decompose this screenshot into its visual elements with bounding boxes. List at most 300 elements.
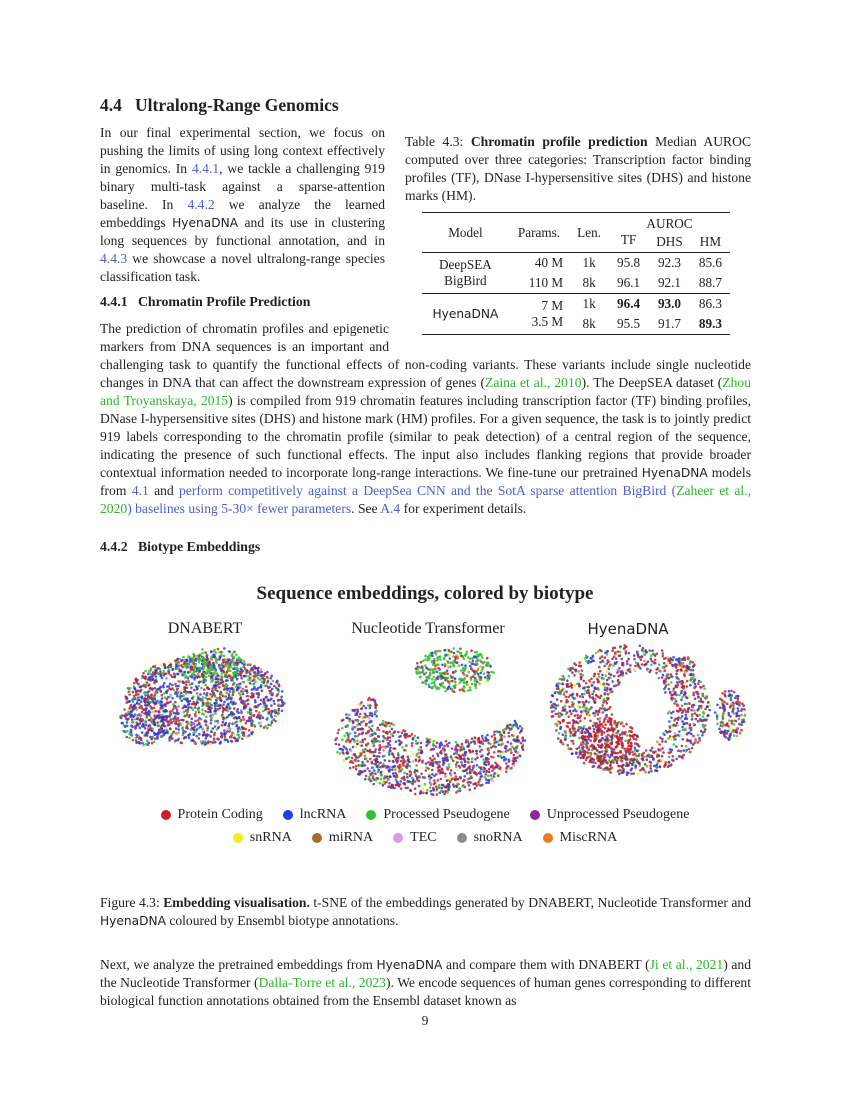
scatter-point: [210, 730, 213, 733]
scatter-point: [432, 669, 435, 672]
scatter-point: [231, 711, 234, 714]
scatter-point: [598, 720, 601, 723]
scatter-point: [582, 741, 585, 744]
scatter-point: [601, 737, 604, 740]
scatter-point: [192, 672, 195, 675]
citation-link[interactable]: Zhou and Troyanskaya, 2015: [100, 375, 751, 408]
scatter-point: [487, 679, 490, 682]
scatter-point: [229, 707, 232, 710]
scatter-point: [153, 702, 156, 705]
scatter-point: [180, 669, 183, 672]
scatter-point: [154, 665, 157, 668]
scatter-point: [205, 676, 208, 679]
scatter-point: [741, 719, 744, 722]
scatter-point: [471, 761, 474, 764]
citation-link[interactable]: Zaina et al., 2010: [485, 375, 582, 390]
scatter-point: [466, 681, 469, 684]
scatter-point: [171, 721, 174, 724]
scatter-point: [455, 763, 458, 766]
scatter-point: [697, 696, 700, 699]
legend-marker: [283, 810, 293, 820]
scatter-point: [233, 707, 236, 710]
scatter-point: [431, 686, 434, 689]
scatter-point: [472, 663, 475, 666]
scatter-point: [444, 679, 447, 682]
scatter-point: [346, 752, 349, 755]
scatter-point: [365, 707, 368, 710]
scatter-point: [476, 654, 479, 657]
legend-marker: [457, 833, 467, 843]
scatter-point: [371, 712, 374, 715]
scatter-point: [730, 702, 733, 705]
scatter-point: [187, 691, 190, 694]
scatter-point: [632, 772, 635, 775]
scatter-point: [177, 691, 180, 694]
highlight-link[interactable]: perform competitively against a DeepSea CNN and the SotA sparse attention BigBird (: [179, 483, 677, 498]
scatter-point: [124, 725, 127, 728]
scatter-point: [184, 686, 187, 689]
scatter-point: [684, 670, 687, 673]
scatter-point: [372, 775, 375, 778]
scatter-point: [558, 712, 561, 715]
scatter-point: [196, 688, 199, 691]
scatter-point: [273, 703, 276, 706]
scatter-point: [706, 705, 709, 708]
scatter-point: [136, 681, 139, 684]
scatter-point: [664, 761, 667, 764]
scatter-point: [192, 708, 195, 711]
scatter-point: [153, 723, 156, 726]
scatter-point: [184, 676, 187, 679]
scatter-point: [193, 669, 196, 672]
scatter-point: [457, 790, 460, 793]
scatter-point: [466, 772, 469, 775]
scatter-point: [586, 751, 589, 754]
scatter-point: [399, 743, 402, 746]
scatter-point: [572, 742, 575, 745]
scatter-point: [584, 707, 587, 710]
scatter-point: [349, 732, 352, 735]
scatter-point: [575, 752, 578, 755]
scatter-point: [376, 728, 379, 731]
scatter-point: [206, 655, 209, 658]
scatter-point: [415, 758, 418, 761]
scatter-point: [166, 698, 169, 701]
scatter-point: [605, 739, 608, 742]
scatter-point: [212, 713, 215, 716]
scatter-point: [253, 714, 256, 717]
scatter-point: [221, 672, 224, 675]
scatter-point: [571, 671, 574, 674]
scatter-point: [246, 735, 249, 738]
scatter-point: [402, 729, 405, 732]
scatter-point: [148, 670, 151, 673]
legend-label: Protein Coding: [177, 807, 263, 822]
scatter-point: [436, 677, 439, 680]
scatter-point: [587, 662, 590, 665]
scatter-point: [451, 676, 454, 679]
scatter-point: [157, 672, 160, 675]
scatter-point: [271, 722, 274, 725]
scatter-point: [140, 696, 143, 699]
scatter-point: [188, 737, 191, 740]
scatter-point: [235, 653, 238, 656]
scatter-point: [210, 722, 213, 725]
scatter-point: [170, 674, 173, 677]
scatter-point: [356, 708, 359, 711]
scatter-point: [462, 669, 465, 672]
scatter-point: [163, 692, 166, 695]
scatter-point: [239, 720, 242, 723]
scatter-point: [614, 651, 617, 654]
scatter-point: [441, 664, 444, 667]
scatter-point: [144, 694, 147, 697]
scatter-point: [475, 679, 478, 682]
scatter-point: [572, 724, 575, 727]
scatter-point: [223, 733, 226, 736]
scatter-point: [568, 675, 571, 678]
scatter-point: [721, 699, 724, 702]
scatter-point: [220, 654, 223, 657]
scatter-point: [672, 656, 675, 659]
scatter-point: [735, 701, 738, 704]
scatter-point: [624, 750, 627, 753]
scatter-point: [204, 719, 207, 722]
ref-link[interactable]: 4.4.1: [191, 161, 220, 176]
scatter-point: [602, 725, 605, 728]
scatter-point: [152, 711, 155, 714]
scatter-point: [365, 757, 368, 760]
scatter-point: [460, 756, 463, 759]
scatter-point: [674, 692, 677, 695]
scatter-point: [259, 717, 262, 720]
scatter-point: [574, 730, 577, 733]
scatter-point: [144, 701, 147, 704]
scatter-point: [571, 684, 574, 687]
scatter-point: [577, 670, 580, 673]
scatter-point: [225, 679, 228, 682]
scatter-point: [607, 693, 610, 696]
scatter-point: [242, 688, 245, 691]
scatter-point: [628, 652, 631, 655]
scatter-point: [355, 757, 358, 760]
scatter-point: [569, 694, 572, 697]
scatter-point: [474, 737, 477, 740]
scatter-point: [593, 759, 596, 762]
scatter-point: [593, 681, 596, 684]
scatter-point: [575, 710, 578, 713]
scatter-point: [162, 710, 165, 713]
scatter-point: [217, 648, 220, 651]
scatter-point: [598, 765, 601, 768]
scatter-point: [191, 682, 194, 685]
scatter-point: [131, 706, 134, 709]
scatter-point: [419, 676, 422, 679]
scatter-point: [207, 687, 210, 690]
scatter-point: [515, 747, 518, 750]
scatter-point: [727, 730, 730, 733]
scatter-point: [163, 673, 166, 676]
scatter-point: [702, 724, 705, 727]
scatter-point: [563, 693, 566, 696]
scatter-point: [192, 727, 195, 730]
scatter-point: [347, 738, 350, 741]
scatter-point: [550, 701, 553, 704]
scatter-point: [391, 728, 394, 731]
scatter-point: [620, 658, 623, 661]
scatter-point: [473, 671, 476, 674]
scatter-point: [572, 722, 575, 725]
scatter-point: [522, 739, 525, 742]
scatter-point: [217, 721, 220, 724]
scatter-point: [703, 687, 706, 690]
scatter-point: [604, 656, 607, 659]
scatter-point: [205, 715, 208, 718]
scatter-point: [357, 728, 360, 731]
scatter-point: [250, 709, 253, 712]
scatter-point: [728, 690, 731, 693]
scatter-point: [652, 751, 655, 754]
scatter-point: [414, 787, 417, 790]
scatter-point: [464, 664, 467, 667]
scatter-point: [219, 657, 222, 660]
scatter-point: [198, 737, 201, 740]
scatter-point: [174, 715, 177, 718]
scatter-point: [613, 748, 616, 751]
scatter-point: [375, 715, 378, 718]
scatter-point: [229, 736, 232, 739]
scatter-point: [729, 715, 732, 718]
scatter-point: [418, 666, 421, 669]
scatter-point: [198, 717, 201, 720]
scatter-point: [267, 698, 270, 701]
scatter-point: [463, 755, 466, 758]
scatter-point: [389, 749, 392, 752]
scatter-point: [217, 681, 220, 684]
scatter-point: [431, 660, 434, 663]
scatter-point: [723, 701, 726, 704]
scatter-point: [594, 734, 597, 737]
scatter-point: [484, 768, 487, 771]
scatter-point: [600, 763, 603, 766]
ref-link[interactable]: 4.1: [131, 483, 149, 498]
scatter-point: [337, 732, 340, 735]
subsection-heading: 4.4.1 Chromatin Profile Prediction: [100, 294, 311, 309]
scatter-point: [458, 682, 461, 685]
scatter-point: [594, 752, 597, 755]
scatter-point: [496, 772, 499, 775]
scatter-point: [259, 725, 262, 728]
scatter-point: [551, 694, 554, 697]
scatter-point: [431, 678, 434, 681]
scatter-point: [154, 687, 157, 690]
scatter-point: [397, 731, 400, 734]
scatter-point: [206, 729, 209, 732]
scatter-point: [450, 662, 453, 665]
scatter-point: [443, 649, 446, 652]
scatter-point: [559, 715, 562, 718]
scatter-point: [626, 771, 629, 774]
scatter-point: [588, 733, 591, 736]
scatter-point: [222, 661, 225, 664]
citation-link[interactable]: Ji et al., 2021: [649, 957, 724, 972]
scatter-point: [683, 673, 686, 676]
scatter-point: [428, 775, 431, 778]
scatter-point: [613, 655, 616, 658]
scatter-point: [597, 650, 600, 653]
scatter-point: [185, 736, 188, 739]
scatter-point: [425, 676, 428, 679]
scatter-point: [177, 673, 180, 676]
scatter-point: [571, 686, 574, 689]
scatter-point: [701, 694, 704, 697]
scatter-point: [696, 714, 699, 717]
scatter-point: [509, 724, 512, 727]
scatter-point: [454, 748, 457, 751]
scatter-point: [390, 733, 393, 736]
scatter-point: [145, 724, 148, 727]
scatter-point: [611, 657, 614, 660]
ref-link[interactable]: 4.4.3: [100, 251, 128, 266]
scatter-point: [242, 659, 245, 662]
scatter-point: [593, 675, 596, 678]
scatter-point: [607, 746, 610, 749]
scatter-point: [190, 687, 193, 690]
scatter-point: [257, 696, 260, 699]
scatter-point: [368, 726, 371, 729]
scatter-point: [414, 793, 417, 796]
scatter-point: [485, 782, 488, 785]
scatter-point: [345, 717, 348, 720]
scatter-point: [723, 708, 726, 711]
scatter-point: [550, 706, 553, 709]
scatter-point: [695, 718, 698, 721]
scatter-point: [156, 721, 159, 724]
scatter-point: [630, 748, 633, 751]
scatter-point: [377, 740, 380, 743]
scatter-point: [393, 775, 396, 778]
scatter-point: [425, 672, 428, 675]
scatter-point: [653, 765, 656, 768]
highlight-link[interactable]: ) baselines using 5-30× fewer parameters: [127, 501, 352, 516]
scatter-point: [361, 727, 364, 730]
scatter-point: [236, 687, 239, 690]
scatter-point: [426, 789, 429, 792]
scatter-point: [270, 677, 273, 680]
scatter-point: [343, 735, 346, 738]
scatter-point: [624, 755, 627, 758]
scatter-point: [474, 787, 477, 790]
scatter-point: [452, 647, 455, 650]
scatter-point: [465, 741, 468, 744]
legend-marker: [312, 833, 322, 843]
scatter-point: [591, 744, 594, 747]
scatter-point: [379, 761, 382, 764]
scatter-point: [264, 672, 267, 675]
ref-link[interactable]: 4.4.2: [187, 197, 215, 212]
scatter-point: [670, 738, 673, 741]
citation-link[interactable]: Dalla-Torre et al., 2023: [258, 975, 386, 990]
scatter-point: [661, 676, 664, 679]
scatter-point: [135, 734, 138, 737]
scatter-point: [619, 651, 622, 654]
scatter-point: [604, 755, 607, 758]
scatter-point: [351, 728, 354, 731]
scatter-point: [365, 743, 368, 746]
scatter-point: [168, 723, 171, 726]
scatter-point: [348, 714, 351, 717]
scatter-point: [692, 723, 695, 726]
scatter-point: [472, 750, 475, 753]
scatter-point: [235, 672, 238, 675]
scatter-point: [236, 658, 239, 661]
scatter-point: [420, 785, 423, 788]
scatter-point: [644, 771, 647, 774]
scatter-point: [516, 751, 519, 754]
scatter-point: [449, 657, 452, 660]
scatter-point: [475, 660, 478, 663]
scatter-point: [606, 762, 609, 765]
scatter-point: [127, 717, 130, 720]
scatter-point: [521, 727, 524, 730]
scatter-point: [371, 699, 374, 702]
scatter-point: [508, 748, 511, 751]
ref-link[interactable]: A.4: [380, 501, 401, 516]
scatter-point: [466, 745, 469, 748]
scatter-point: [168, 687, 171, 690]
scatter-point: [355, 768, 358, 771]
scatter-point: [224, 739, 227, 742]
scatter-point: [448, 654, 451, 657]
scatter-point: [175, 718, 178, 721]
scatter-point: [422, 788, 425, 791]
scatter-point: [217, 708, 220, 711]
scatter-point: [579, 695, 582, 698]
scatter-point: [438, 765, 441, 768]
scatter-point: [236, 724, 239, 727]
scatter-point: [171, 737, 174, 740]
scatter-point: [661, 649, 664, 652]
scatter-point: [382, 765, 385, 768]
scatter-point: [698, 714, 701, 717]
scatter-point: [724, 690, 727, 693]
scatter-point: [223, 647, 226, 650]
scatter-point: [215, 660, 218, 663]
scatter-point: [592, 712, 595, 715]
scatter-point: [507, 765, 510, 768]
scatter-point: [223, 701, 226, 704]
scatter-point: [222, 684, 225, 687]
scatter-point: [699, 681, 702, 684]
scatter-point: [451, 747, 454, 750]
scatter-point: [208, 674, 211, 677]
scatter-point: [394, 768, 397, 771]
scatter-point: [465, 653, 468, 656]
scatter-point: [598, 730, 601, 733]
scatter-point: [648, 649, 651, 652]
scatter-point: [197, 695, 200, 698]
scatter-point: [661, 655, 664, 658]
scatter-point: [638, 764, 641, 767]
scatter-point: [594, 698, 597, 701]
scatter-point: [615, 657, 618, 660]
scatter-point: [397, 754, 400, 757]
citation-link[interactable]: Zaheer et al., 2020: [100, 483, 751, 516]
scatter-point: [233, 666, 236, 669]
scatter-point: [365, 775, 368, 778]
scatter-point: [352, 766, 355, 769]
scatter-point: [364, 764, 367, 767]
